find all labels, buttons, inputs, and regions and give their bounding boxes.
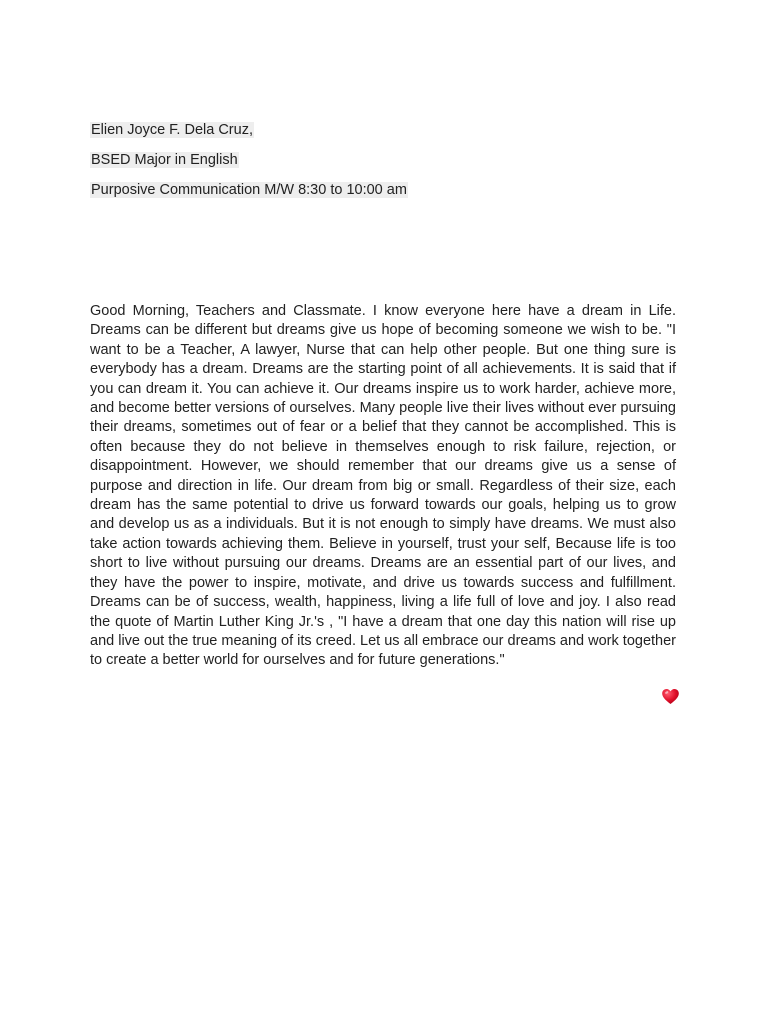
author-name-line bbox=[90, 120, 680, 141]
program-line bbox=[90, 150, 680, 171]
speech-paragraph: Good Morning, Teachers and Classmate. I know everyone here have a dream in Life. Dreams can be different but dreams give us hope of becoming someone we wish to be. "I want to be a Teacher, A lawyer, Nurse that can help other people. But one thing sure is everybody has a dream. Dreams are the starting point of all achievements. It is said that if you can dream it. You can achieve it. Our dreams inspire us to work harder, achieve more, and become better versions of ourselves. Many people live their lives without ever pursuing their dreams, sometimes out of fear or a belief that they cannot be accomplished. This is often because they do not believe in themselves enough to risk failure, rejection, or disappointment. However, we should remember that our dreams give us a sense of purpose and direction in life. Our dream from big or small. Regardless of their size, each dream has the same potential to drive us forward towards our goals, helping us to grow and develop us as a individuals. But it is not enough to simply have dreams. We must also take action towards achieving them. Believe in yourself, trust your self, Because life is too short to live without pursuing our dreams. Dreams are an essential part of our lives, and they have the power to inspire, motivate, and drive us towards success and fulfillment. Dreams can be of success, wealth, happiness, living a life full of love and joy. I also read the quote of Martin Luther King Jr.'s , "I have a dream that one day this nation will rise up and live out the true meaning of its creed. Let us all embrace our dreams and work together to create a better world for ourselves and for future generations." bbox=[90, 303, 676, 669]
author-name: Elien Joyce F. Dela Cruz, bbox=[91, 122, 253, 138]
course-line bbox=[90, 180, 680, 201]
author-program: BSED Major in English bbox=[91, 152, 238, 168]
heart-icon bbox=[661, 687, 680, 706]
course-schedule: Purposive Communication M/W 8:30 to 10:00 am bbox=[91, 182, 407, 198]
author-header bbox=[90, 120, 680, 210]
